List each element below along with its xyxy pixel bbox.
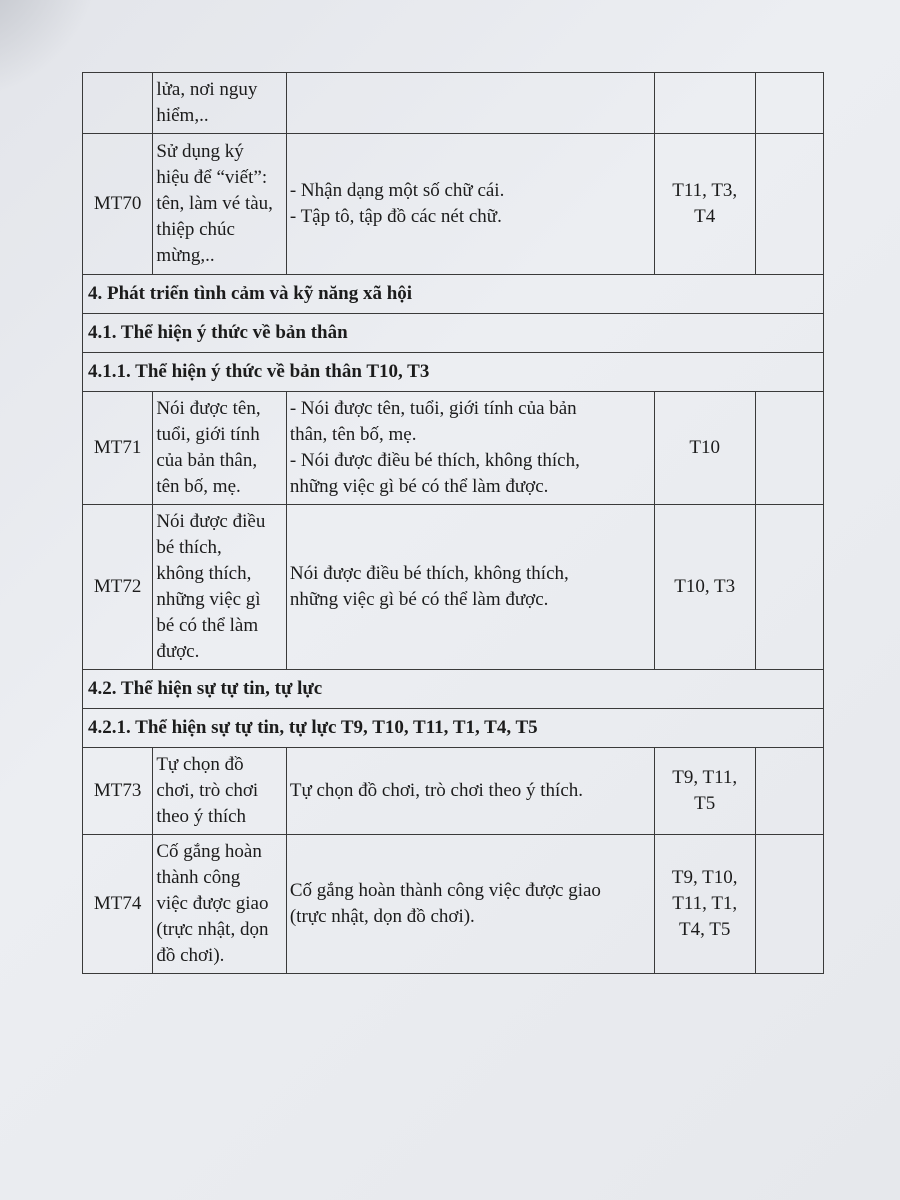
goal-line: Nói được điều: [156, 511, 266, 532]
goal-line: được.: [156, 641, 200, 662]
time-line: T4: [694, 206, 716, 227]
goal-line: (trực nhật, dọn: [156, 919, 269, 940]
goal-line: theo ý thích: [156, 806, 247, 827]
content-line: - Nói được điều bé thích, không thích,: [289, 450, 580, 471]
goal-line: lửa, nơi nguy: [156, 79, 258, 100]
content-line: (trực nhật, dọn đồ chơi).: [289, 906, 475, 927]
code-cell: MT72: [83, 505, 153, 670]
goal-line: Sử dụng ký: [156, 141, 244, 162]
table-row: [83, 392, 824, 505]
note-cell: [755, 835, 823, 974]
goal-line: những việc gì: [156, 589, 261, 610]
content-cell: [286, 73, 654, 134]
goal-line: thiệp chúc: [156, 219, 235, 240]
section-heading: 4.1. Thể hiện ý thức về bản thân: [83, 314, 824, 353]
goal-cell: [153, 748, 287, 835]
goal-line: tên, làm vé tàu,: [156, 193, 273, 214]
content-cell: [286, 392, 654, 505]
code-cell: MT70: [83, 134, 153, 275]
table-row: [83, 505, 824, 670]
time-cell: [654, 505, 755, 670]
time-line: T5: [694, 793, 716, 814]
code-cell: MT73: [83, 748, 153, 835]
time-cell: [654, 835, 755, 974]
goal-line: Tự chọn đồ: [156, 754, 244, 775]
table-row: [83, 748, 824, 835]
content-line: những việc gì bé có thể làm được.: [289, 589, 549, 610]
goal-line: đồ chơi).: [156, 945, 225, 966]
time-cell: [654, 748, 755, 835]
goal-cell: [153, 392, 287, 505]
time-line: T11, T3,: [672, 180, 738, 201]
content-cell: [286, 835, 654, 974]
goal-line: không thích,: [156, 563, 252, 584]
code-cell: MT71: [83, 392, 153, 505]
goal-line: bé thích,: [156, 537, 222, 558]
goal-line: bé có thể làm: [156, 615, 259, 636]
goal-line: hiểm,..: [156, 105, 209, 126]
section-row: [83, 353, 824, 392]
goal-line: Nói được tên,: [156, 398, 261, 419]
content-line: - Nói được tên, tuổi, giới tính của bản: [289, 398, 577, 419]
time-line: T10: [689, 437, 721, 458]
section-heading: 4. Phát triển tình cảm và kỹ năng xã hội: [83, 275, 824, 314]
content-line: thân, tên bố, mẹ.: [289, 424, 417, 445]
content-line: - Tập tô, tập đồ các nét chữ.: [289, 206, 502, 227]
content-line: Tự chọn đồ chơi, trò chơi theo ý thích.: [289, 780, 584, 801]
content-line: những việc gì bé có thể làm được.: [289, 476, 549, 497]
code-cell: MT74: [83, 835, 153, 974]
goal-line: hiệu để “viết”:: [156, 167, 268, 188]
goal-line: mừng,..: [156, 245, 215, 266]
goal-line: tuổi, giới tính: [156, 424, 260, 445]
goal-line: của bản thân,: [156, 450, 258, 471]
note-cell: [755, 748, 823, 835]
time-cell: [654, 73, 755, 134]
section-heading: 4.2. Thể hiện sự tự tin, tự lực: [83, 670, 824, 709]
content-line: Cố gắng hoàn thành công việc được giao: [289, 880, 601, 901]
content-line: Nói được điều bé thích, không thích,: [289, 563, 569, 584]
time-line: T9, T11,: [672, 767, 738, 788]
content-cell: [286, 505, 654, 670]
section-heading: 4.2.1. Thể hiện sự tự tin, tự lực T9, T10, T11, T1, T4, T5: [83, 709, 824, 748]
section-row: [83, 275, 824, 314]
time-line: T10, T3: [674, 576, 736, 597]
note-cell: [755, 134, 823, 275]
section-row: [83, 709, 824, 748]
code-cell: [83, 73, 153, 134]
goal-cell: [153, 134, 287, 275]
time-line: T9, T10,: [671, 867, 738, 888]
goal-cell: [153, 505, 287, 670]
note-cell: [755, 505, 823, 670]
content-line: - Nhận dạng một số chữ cái.: [289, 180, 505, 201]
note-cell: [755, 392, 823, 505]
content-cell: [286, 134, 654, 275]
goal-line: tên bố, mẹ.: [156, 476, 241, 497]
time-cell: [654, 134, 755, 275]
table-row: [83, 73, 824, 134]
section-heading: 4.1.1. Thể hiện ý thức về bản thân T10, T3: [83, 353, 824, 392]
note-cell: [755, 73, 823, 134]
content-cell: [286, 748, 654, 835]
table-row: [83, 134, 824, 275]
goal-cell: [153, 835, 287, 974]
section-row: [83, 314, 824, 353]
time-line: T4, T5: [679, 919, 731, 940]
curriculum-table: [82, 72, 824, 974]
table-row: [83, 835, 824, 974]
goal-line: thành công: [156, 867, 241, 888]
time-cell: [654, 392, 755, 505]
goal-line: Cố gắng hoàn: [156, 841, 262, 862]
goal-line: việc được giao: [156, 893, 269, 914]
time-line: T11, T1,: [672, 893, 738, 914]
goal-cell: [153, 73, 287, 134]
section-row: [83, 670, 824, 709]
goal-line: chơi, trò chơi: [156, 780, 259, 801]
